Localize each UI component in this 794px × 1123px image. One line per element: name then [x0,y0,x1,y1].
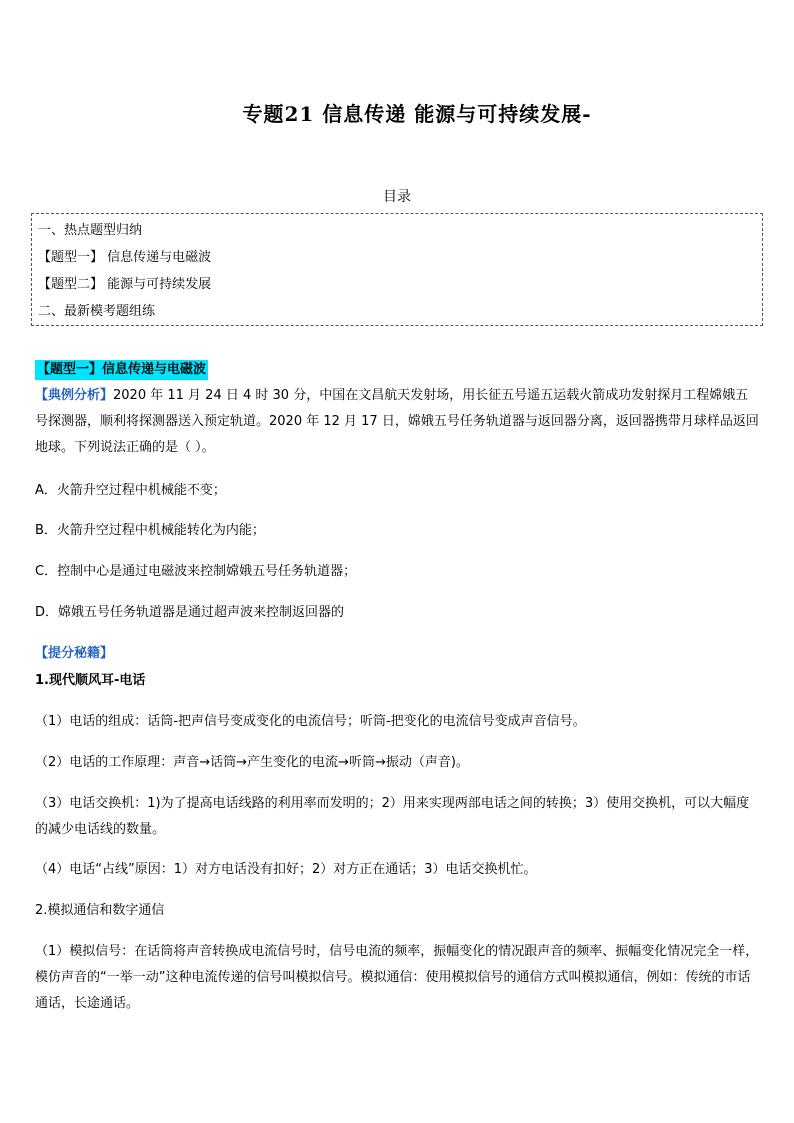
point-telephone-2: （2）电话的工作原理：声音→话筒→产生变化的电流→听筒→振动（声音)。 [35,755,469,770]
option-d: D．嫦娥五号任务轨道器是通过超声波来控制返回器的 [35,605,345,620]
option-c: C．控制中心是通过电磁波来控制嫦娥五号任务轨道器； [35,564,357,579]
example-label: 【典例分析】 [35,388,114,403]
heading-telephone: 1.现代顺风耳-电话 [35,673,146,688]
heading-signals: 2.模拟通信和数字通信 [35,903,165,918]
toc-item-mock-exams[interactable]: 二、最新模考题组练 [38,304,156,319]
example-text: 2020 年 11 月 24 日 4 时 30 分，中国在文昌航天发射场，用长征五号遥五运载火箭成功发射探月工程嫦娥五号探测器，顺利将探测器送入预定轨道。2020 年 12 月 17 日，嫦娥五号任务轨道器与返回器分离，返回器携带月球样品返回地球。下列说法正确的是（ ）。 [35,388,759,455]
point-signals-1: （1）模拟信号：在话筒将声音转换成电流信号时，信号电流的频率，振幅变化的情况跟声音的频率、振幅变化情况完全一样，模仿声音的“一举一动”这种电流传递的信号叫模拟信号。模拟通信：使用模拟信号的通信方式叫模拟通信，例如：传统的市话通话，长途通话。 [35,944,759,1011]
page-title: 专题21 信息传递 能源与可持续发展- [242,102,592,126]
section-badge: 【题型一】信息传递与电磁波 [35,360,208,380]
toc-item-hot-topics[interactable]: 一、热点题型归纳 [38,223,143,238]
toc-item-type-two[interactable]: 【题型二】 能源与可持续发展 [38,277,212,292]
toc-item-type-one[interactable]: 【题型一】 信息传递与电磁波 [38,250,212,265]
point-telephone-3: （3）电话交换机：1)为了提高电话线路的利用率而发明的；2）用来实现两部电话之间的转换；3）使用交换机，可以大幅度的减少电话线的数量。 [35,796,750,837]
toc-heading: 目录 [383,189,411,205]
table-of-contents [31,213,763,326]
option-a: A．火箭升空过程中机械能不变； [35,483,226,498]
option-b: B．火箭升空过程中机械能转化为内能； [35,523,265,538]
tips-label: 【提分秘籍】 [35,646,114,661]
example-paragraph [35,383,760,461]
point-telephone-1: （1）电话的组成：话筒-把声信号变成变化的电流信号；听筒-把变化的电流信号变成声音信号。 [35,714,586,729]
point-telephone-4: （4）电话“占线”原因：1）对方电话没有扣好；2）对方正在通话；3）电话交换机忙。 [35,862,537,877]
